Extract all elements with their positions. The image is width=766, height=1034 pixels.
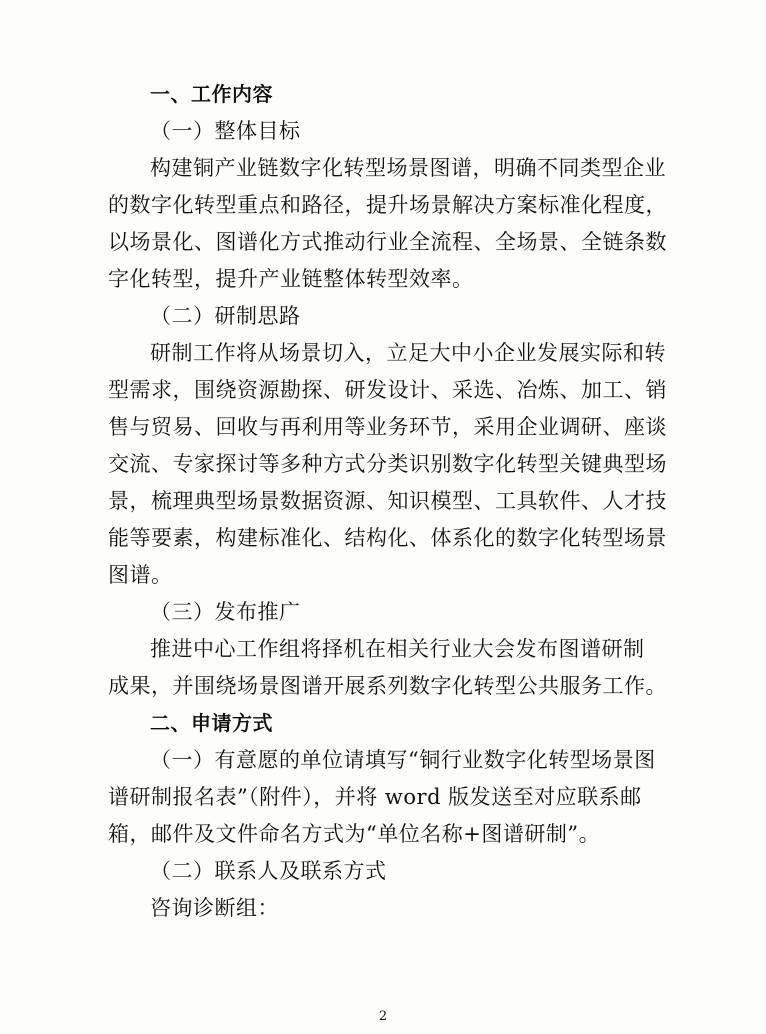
sub2-heading: （二）研制思路 bbox=[150, 304, 301, 328]
sub1-para-line-3: 以场景化、图谱化方式推动行业全流程、全场景、全链条数 bbox=[108, 230, 667, 254]
sub1-para-line-1: 构建铜产业链数字化转型场景图谱，明确不同类型企业 bbox=[150, 156, 666, 180]
sub3-heading: （三）发布推广 bbox=[150, 600, 301, 624]
sub2-para-line-7: 图谱。 bbox=[108, 563, 173, 587]
sec2-item1-line-3: 箱，邮件及文件命名方式为“单位名称+图谱研制”。 bbox=[108, 822, 601, 846]
section1-heading: 一、工作内容 bbox=[150, 82, 273, 106]
document-body bbox=[108, 76, 668, 927]
sec2-item2-heading: （二）联系人及联系方式 bbox=[150, 859, 387, 883]
sub3-para-line-1: 推进中心工作组将择机在相关行业大会发布图谱研制 bbox=[150, 637, 645, 661]
page-number: 2 bbox=[378, 1009, 388, 1024]
sub1-para-line-2: 的数字化转型重点和路径，提升场景解决方案标准化程度， bbox=[108, 193, 667, 217]
sub2-para-line-1: 研制工作将从场景切入，立足大中小企业发展实际和转 bbox=[150, 341, 666, 365]
sub2-para-line-6: 能等要素，构建标准化、结构化、体系化的数字化转型场景 bbox=[108, 526, 667, 550]
sec2-item1-line-2: 谱研制报名表”（附件），并将 word 版发送至对应联系邮 bbox=[108, 785, 642, 809]
consult-group-label: 咨询诊断组： bbox=[150, 896, 279, 920]
section2-heading: 二、申请方式 bbox=[150, 711, 273, 735]
sec2-item1-line-1: （一）有意愿的单位请填写“铜行业数字化转型场景图 bbox=[150, 748, 656, 772]
sub2-para-line-3: 售与贸易、回收与再利用等业务环节，采用企业调研、座谈 bbox=[108, 415, 667, 439]
sub1-para-line-4: 字化转型，提升产业链整体转型效率。 bbox=[108, 267, 474, 291]
sub3-para-line-2: 成果，并围绕场景图谱开展系列数字化转型公共服务工作。 bbox=[108, 674, 667, 698]
sub2-para-line-5: 景，梳理典型场景数据资源、知识模型、工具软件、人才技 bbox=[108, 489, 667, 513]
sub2-para-line-2: 型需求，围绕资源勘探、研发设计、采选、冶炼、加工、销 bbox=[108, 378, 667, 402]
sub2-para-line-4: 交流、专家探讨等多种方式分类识别数字化转型关键典型场 bbox=[108, 452, 667, 476]
sub1-heading: （一）整体目标 bbox=[150, 119, 301, 143]
